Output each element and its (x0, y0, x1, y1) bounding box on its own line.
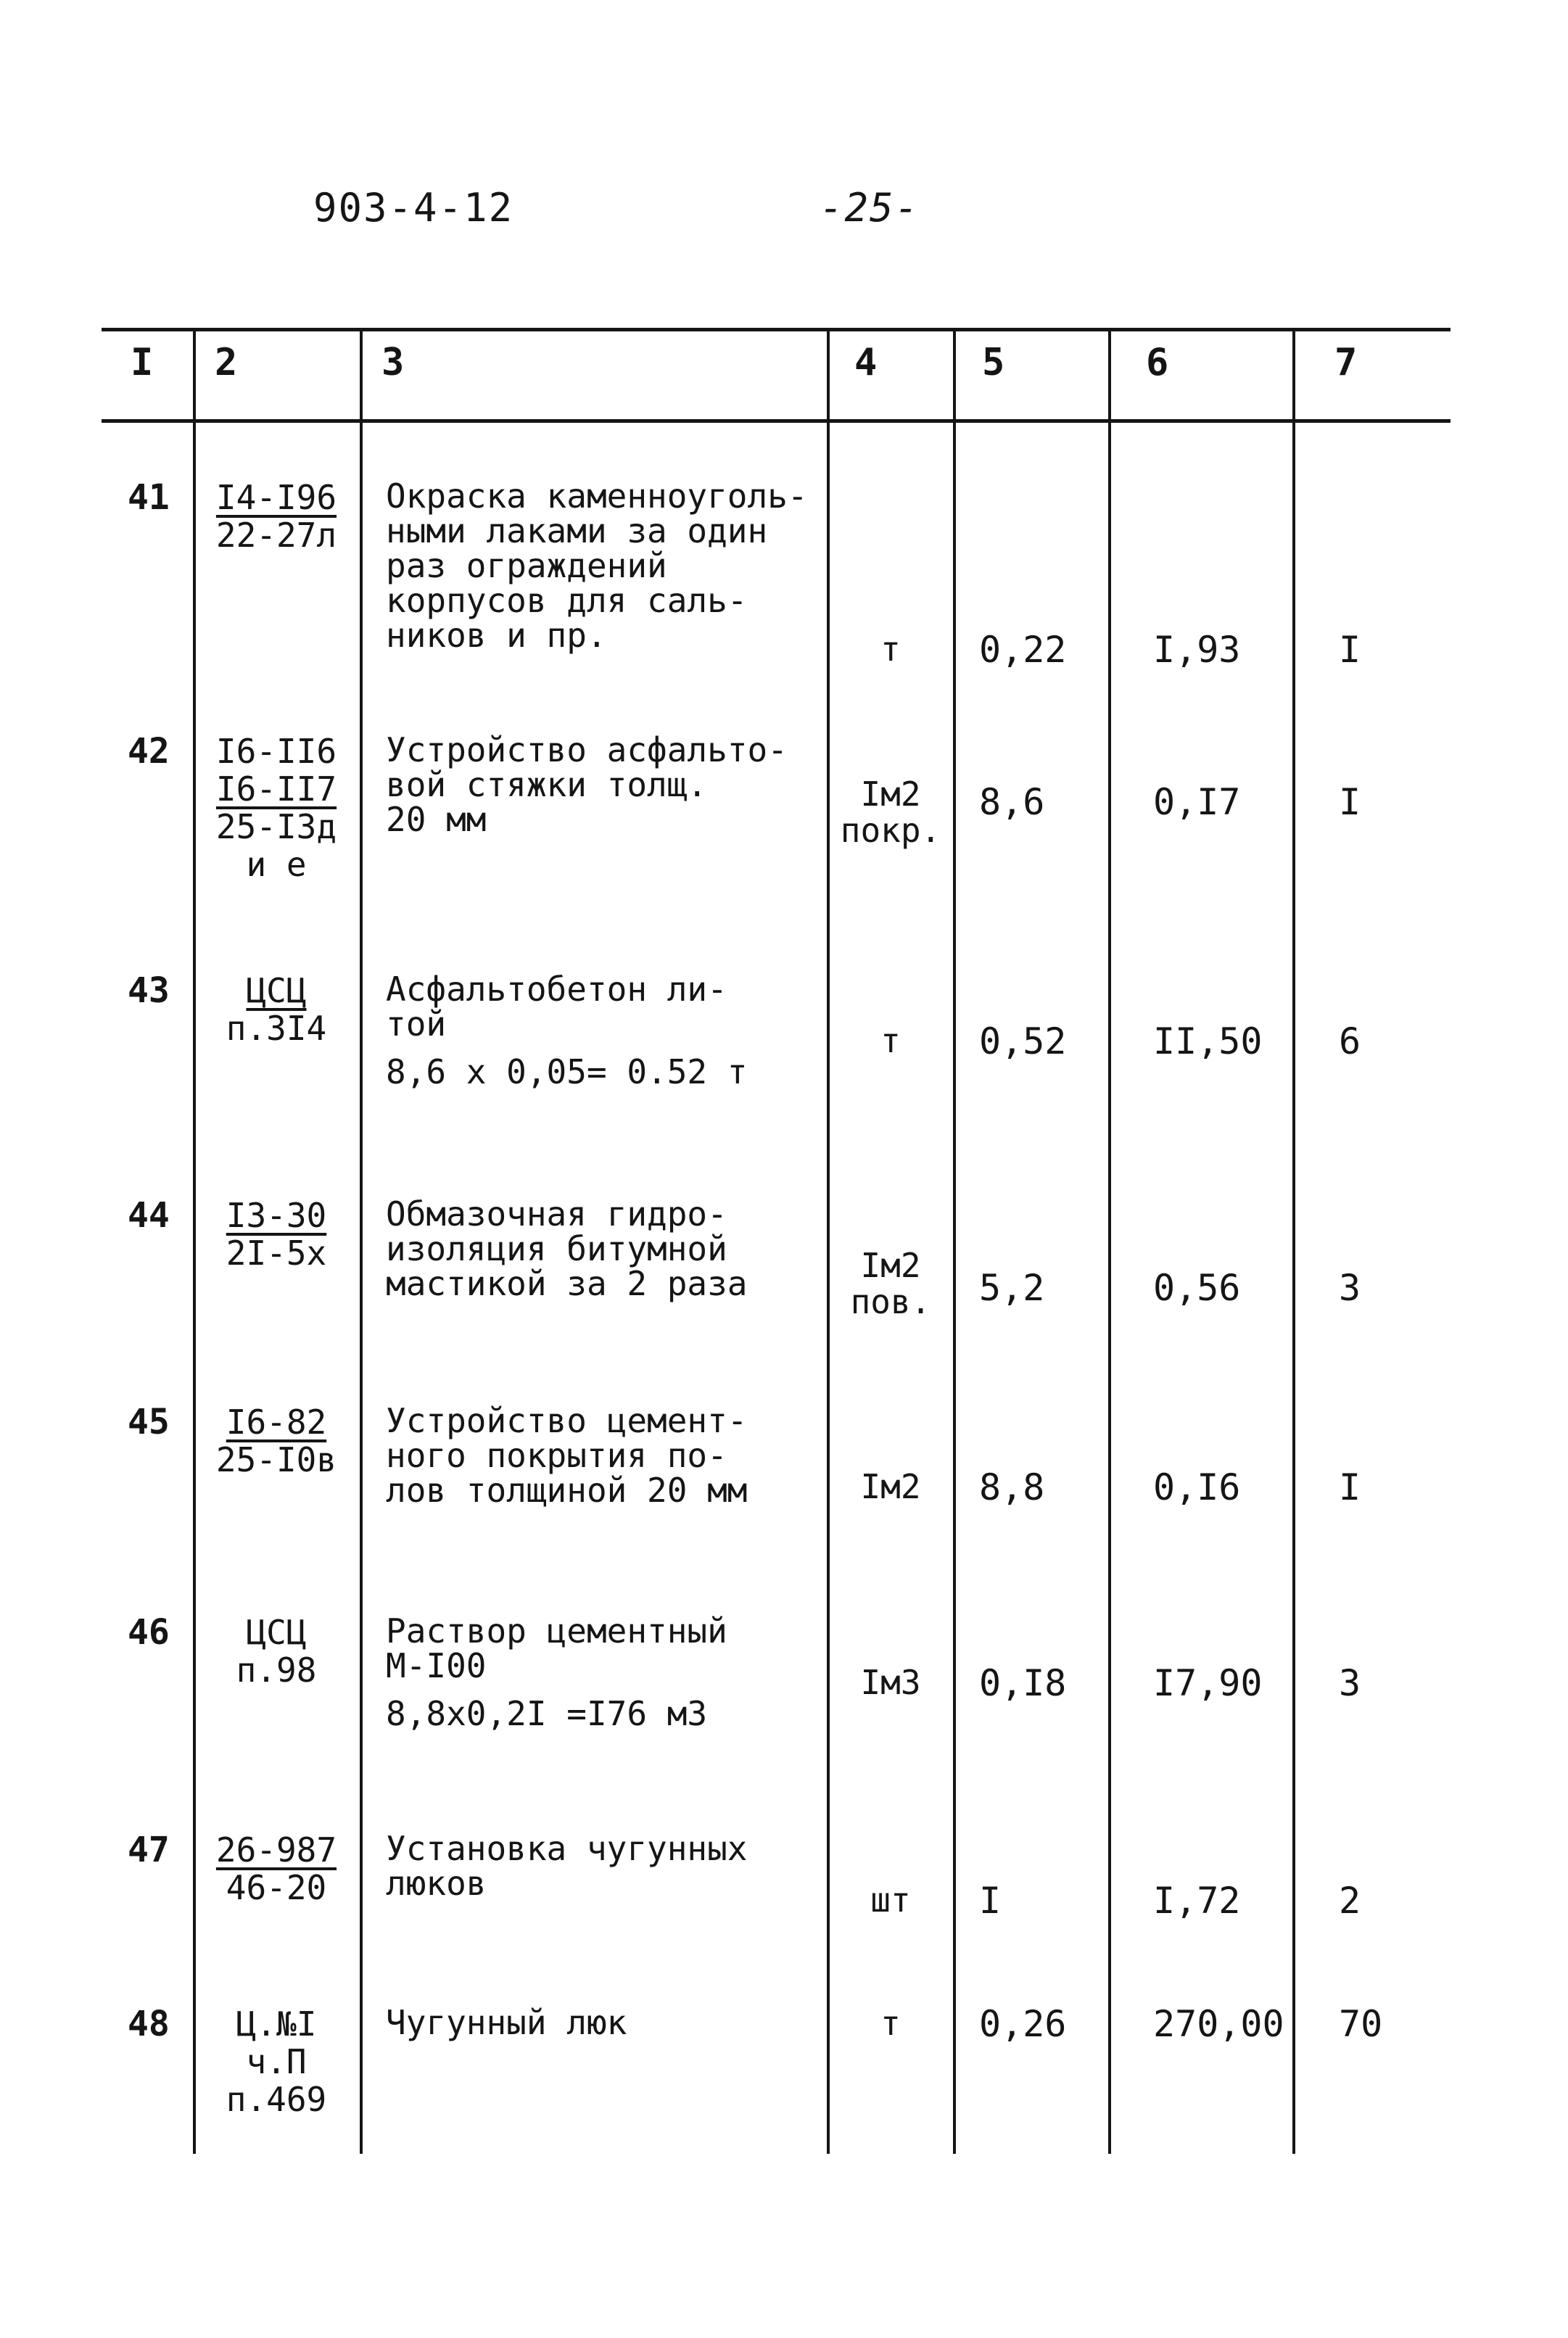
work-description-line: Устройство асфальто- (386, 730, 788, 769)
norm-reference (200, 1831, 352, 1907)
norm-reference-line: 2I-5х (226, 1234, 327, 1273)
unit-of-measure (833, 1247, 949, 1320)
column-heading-3: 3 (381, 341, 405, 384)
total-cost: 6 (1339, 1020, 1361, 1062)
quantity: 8,6 (979, 781, 1045, 823)
row-number: 48 (128, 2004, 170, 2044)
unit-of-measure-line: Iм2 (860, 1467, 921, 1506)
norm-reference-line: ЦСЦ (246, 971, 307, 1010)
norm-reference (200, 1403, 352, 1479)
table-top-rule (102, 328, 1451, 331)
column-heading-6: 6 (1146, 341, 1169, 384)
work-description-line: вой стяжки толщ. (386, 765, 708, 804)
unit-of-measure-line: пов. (850, 1282, 931, 1321)
work-description (386, 1831, 748, 1901)
total-cost: 3 (1339, 1662, 1361, 1704)
work-description (386, 972, 748, 1089)
column-heading-2: 2 (215, 341, 238, 384)
norm-reference-line: 25-I3д (215, 807, 337, 846)
unit-of-measure-line: т (880, 629, 901, 669)
unit-of-measure (833, 2005, 949, 2041)
quantity: 0,22 (979, 629, 1067, 671)
total-cost: I (1339, 629, 1361, 671)
quantity: 0,52 (979, 1020, 1067, 1062)
norm-reference (200, 479, 352, 554)
unit-price: I,93 (1153, 629, 1241, 671)
norm-reference-line: I4-I96 (215, 478, 337, 517)
unit-price: I7,90 (1153, 1662, 1263, 1704)
work-description-line: раз ограждений (386, 546, 667, 585)
row-number: 44 (128, 1195, 170, 1236)
unit-of-measure-line: шт (870, 1880, 911, 1920)
unit-of-measure (833, 1469, 949, 1505)
work-description (386, 732, 788, 837)
norm-reference (200, 1614, 352, 1689)
work-description-line: Окраска каменноуголь- (386, 476, 808, 516)
norm-reference-line: I6-II7 (215, 769, 337, 809)
document-code: 903-4-12 (313, 185, 514, 231)
norm-reference-line: 25-I0в (215, 1440, 337, 1479)
unit-of-measure (833, 1664, 949, 1701)
unit-of-measure (833, 631, 949, 667)
norm-reference-line: 22-27л (215, 516, 337, 555)
unit-price: II,50 (1153, 1020, 1263, 1062)
column-divider-6 (1292, 328, 1295, 2154)
total-cost: 70 (1339, 2003, 1383, 2045)
work-description (386, 1611, 727, 1733)
unit-price: 270,00 (1153, 2003, 1284, 2045)
norm-reference-line: и е (246, 845, 307, 884)
norm-reference-line: 46-20 (226, 1868, 327, 1907)
work-description-line: Установка чугунных (386, 1829, 748, 1868)
norm-reference-line: I6-82 (226, 1403, 327, 1442)
work-description (386, 476, 808, 655)
work-description-line: М-I00 (386, 1646, 487, 1685)
unit-price: 0,I7 (1153, 781, 1241, 823)
work-description (386, 1194, 748, 1303)
unit-of-measure-line: покр. (840, 811, 941, 850)
quantity: 0,26 (979, 2003, 1067, 2045)
row-number: 47 (128, 1830, 170, 1870)
unit-price: 0,56 (1153, 1267, 1241, 1309)
total-cost: I (1339, 781, 1361, 823)
work-description-line: 20 мм (386, 800, 487, 839)
row-number: 46 (128, 1612, 170, 1653)
row-number: 42 (128, 731, 170, 772)
unit-of-measure-line: Iм3 (860, 1663, 921, 1702)
quantity: I (979, 1880, 1002, 1922)
norm-reference-line: ч.П (246, 2042, 307, 2081)
work-description-line: Устройство цемент- (386, 1401, 748, 1440)
work-description-line: мастикой за 2 раза (386, 1264, 748, 1303)
norm-reference (200, 972, 352, 1047)
quantity: 8,8 (979, 1466, 1045, 1508)
work-description-line: ного покрытия по- (386, 1436, 727, 1475)
work-description-line: Обмазочная гидро- (386, 1194, 727, 1234)
norm-reference (200, 732, 352, 883)
quantity: 5,2 (979, 1267, 1045, 1309)
quantity-calculation: 8,8х0,2I =I76 м3 (386, 1694, 708, 1733)
row-number: 45 (128, 1402, 170, 1442)
column-heading-1: I (131, 341, 154, 384)
norm-reference-line: п.98 (236, 1651, 317, 1690)
norm-reference (200, 2005, 352, 2118)
total-cost: I (1339, 1466, 1361, 1508)
unit-of-measure (833, 1023, 949, 1059)
work-description-line: Раствор цементный (386, 1611, 727, 1651)
column-heading-7: 7 (1334, 341, 1358, 384)
header-bottom-rule (102, 419, 1451, 423)
quantity-calculation: 8,6 х 0,05= 0.52 т (386, 1052, 748, 1091)
unit-of-measure (833, 776, 949, 848)
unit-of-measure-line: т (880, 1021, 901, 1060)
row-number: 41 (128, 477, 170, 518)
total-cost: 3 (1339, 1267, 1361, 1309)
work-description-line: люков (386, 1864, 487, 1903)
column-heading-5: 5 (982, 341, 1005, 384)
work-description-line: той (386, 1004, 447, 1044)
work-description (386, 1403, 748, 1508)
norm-reference-line: Ц.№I (236, 2004, 317, 2044)
work-description-line: лов толщиной 20 мм (386, 1471, 748, 1510)
column-heading-4: 4 (854, 341, 878, 384)
column-divider-3 (827, 328, 830, 2154)
unit-of-measure (833, 1882, 949, 1918)
column-divider-5 (1108, 328, 1111, 2154)
row-number: 43 (128, 970, 170, 1011)
norm-reference-line: п.469 (226, 2080, 327, 2119)
total-cost: 2 (1339, 1880, 1361, 1922)
work-description-line: ников и пр. (386, 616, 607, 655)
unit-price: I,72 (1153, 1880, 1241, 1922)
norm-reference-line: 26-987 (215, 1830, 337, 1870)
norm-reference-line: I6-II6 (215, 732, 337, 771)
page-number: -25- (820, 185, 920, 231)
work-description (386, 2005, 627, 2040)
quantity: 0,I8 (979, 1662, 1067, 1704)
unit-of-measure-line: Iм2 (860, 1246, 921, 1285)
unit-of-measure-line: Iм2 (860, 774, 921, 814)
column-divider-2 (360, 328, 363, 2154)
work-description-line: Асфальтобетон ли- (386, 970, 727, 1009)
work-description-line: ными лаками за один (386, 511, 768, 550)
norm-reference-line: ЦСЦ (246, 1613, 307, 1652)
norm-reference-line: I3-30 (226, 1196, 327, 1235)
column-divider-1 (193, 328, 196, 2154)
work-description-line: Чугунный люк (386, 2003, 627, 2042)
unit-price: 0,I6 (1153, 1466, 1241, 1508)
work-description-line: изоляция битумной (386, 1229, 727, 1268)
unit-of-measure-line: т (880, 2004, 901, 2043)
norm-reference (200, 1197, 352, 1272)
work-description-line: корпусов для саль- (386, 581, 748, 620)
column-divider-4 (953, 328, 956, 2154)
norm-reference-line: п.3I4 (226, 1009, 327, 1048)
